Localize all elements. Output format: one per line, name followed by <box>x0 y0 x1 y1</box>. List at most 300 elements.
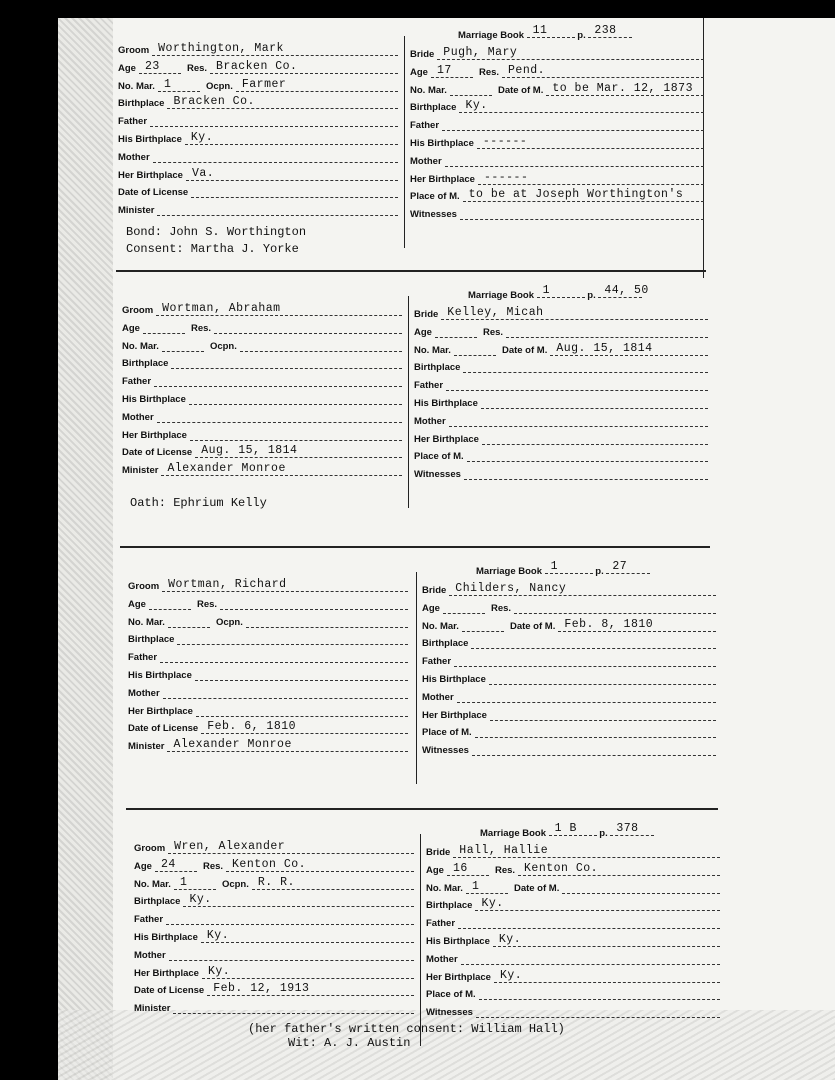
groom-father-field <box>150 115 398 127</box>
groom-nomar-ocpn-field-b <box>246 616 408 628</box>
bride-age-res-value-b: Pend. <box>508 63 546 77</box>
groom-age-res-label-b: Res. <box>190 322 212 334</box>
groom-mother-label: Mother <box>118 151 150 163</box>
bride-his-birthplace-field <box>481 397 708 409</box>
groom-date-of-license-field <box>191 186 398 198</box>
groom-age-res-value-b: Kenton Co. <box>232 857 307 871</box>
groom-birthplace-label: Birthplace <box>134 896 181 908</box>
groom-mother-row <box>122 411 402 423</box>
groom-mother-label: Mother <box>134 949 166 961</box>
bride-nomar-datem-row <box>414 341 708 356</box>
bride-age-res-label-b: Res. <box>490 602 512 614</box>
bride-mother-field <box>449 415 708 427</box>
page-field <box>610 824 654 836</box>
bride-place-of-m-value: to be at Joseph Worthington's <box>468 188 684 202</box>
column-divider <box>408 296 409 508</box>
bride-place-of-m-row <box>410 190 704 202</box>
bride-mother-row <box>414 415 708 427</box>
bride-age-res-field-b <box>506 326 708 338</box>
bride-his-birthplace-row <box>422 673 716 685</box>
groom-his-birthplace-row <box>122 393 402 405</box>
bride-nomar-datem-value-a: 1 <box>471 879 480 893</box>
groom-her-birthplace-row <box>128 705 408 717</box>
marriage-book-label: Marriage Book <box>476 566 545 577</box>
bride-her-birthplace-row <box>422 709 716 721</box>
page-value: 238 <box>594 24 617 37</box>
record-note: Consent: Martha J. Yorke <box>126 242 299 256</box>
groom-age-res-field-b <box>214 322 402 334</box>
groom-her-birthplace-row <box>118 166 398 181</box>
bride-birthplace-field <box>459 101 704 113</box>
bride-nomar-datem-field-b <box>550 341 708 356</box>
groom-mother-row <box>118 151 398 163</box>
groom-birthplace-field <box>183 895 414 907</box>
bride-her-birthplace-field <box>482 433 708 445</box>
groom-his-birthplace-row <box>128 669 408 681</box>
groom-age-res-value-a: 24 <box>160 857 176 871</box>
groom-his-birthplace-field <box>195 669 408 681</box>
bride-his-birthplace-label: His Birthplace <box>410 138 474 149</box>
bride-birthplace-label: Birthplace <box>426 900 473 912</box>
groom-his-birthplace-value: Ky. <box>190 131 214 144</box>
groom-her-birthplace-row <box>134 964 414 979</box>
groom-birthplace-value: Ky. <box>189 893 212 907</box>
bride-name-field <box>437 48 704 60</box>
page-label: p. <box>596 828 611 839</box>
column-divider <box>416 572 417 784</box>
groom-his-birthplace-row <box>134 931 414 943</box>
groom-mother-field <box>163 687 408 699</box>
groom-name-row <box>128 580 408 592</box>
groom-birthplace-row <box>122 357 402 369</box>
record-note: Wit: A. J. Austin <box>288 1036 411 1050</box>
marriage-book-value: 1 <box>550 560 559 573</box>
groom-nomar-ocpn-field-a <box>168 616 210 628</box>
groom-minister-field <box>157 204 398 216</box>
groom-age-res-label-a: Age <box>128 598 146 610</box>
groom-her-birthplace-field <box>190 429 402 441</box>
page-value: 44, 50 <box>604 284 649 297</box>
bride-mother-label: Mother <box>410 155 442 167</box>
groom-date-of-license-field <box>207 984 414 996</box>
bride-age-res-label-a: Age <box>426 864 444 876</box>
groom-age-res-label-a: Age <box>134 860 152 872</box>
groom-nomar-ocpn-label-a: No. Mar. <box>122 340 159 352</box>
groom-age-res-label-b: Res. <box>196 598 218 610</box>
groom-name-field <box>156 304 402 316</box>
groom-minister-label: Minister <box>122 465 159 477</box>
groom-nomar-ocpn-row <box>128 616 408 628</box>
groom-minister-label: Minister <box>128 741 165 753</box>
groom-mother-field <box>169 949 414 961</box>
record-note: Bond: John S. Worthington <box>126 225 307 239</box>
page-label: p. <box>584 290 599 301</box>
groom-age-res-field-a <box>155 857 197 872</box>
bride-age-res-value-a: 16 <box>452 861 468 875</box>
groom-minister-row <box>118 204 398 216</box>
groom-age-res-row <box>122 322 402 334</box>
marriage-book-label: Marriage Book <box>458 30 527 41</box>
bride-witnesses-field <box>460 208 704 220</box>
bride-witnesses-label: Witnesses <box>414 469 461 481</box>
bride-name-field <box>441 308 708 320</box>
bride-her-birthplace-label: Her Birthplace <box>426 971 491 983</box>
bride-nomar-datem-label-b: Date of M. <box>509 620 556 632</box>
groom-his-birthplace-label: His Birthplace <box>134 932 198 943</box>
bride-age-res-label-b: Res. <box>482 326 504 338</box>
groom-date-of-license-label: Date of License <box>118 187 189 199</box>
groom-nomar-ocpn-row <box>122 340 402 352</box>
bride-father-label: Father <box>410 120 440 132</box>
bride-father-row <box>426 917 720 929</box>
groom-nomar-ocpn-field-a <box>158 77 200 92</box>
bride-father-row <box>422 655 716 667</box>
groom-age-res-field-b <box>226 857 414 872</box>
groom-minister-value: Alexander Monroe <box>167 462 286 476</box>
groom-his-birthplace-label: His Birthplace <box>118 134 182 145</box>
bride-name-value: Hall, Hallie <box>459 844 549 857</box>
bride-her-birthplace-field <box>490 709 716 721</box>
bride-birthplace-row <box>410 101 704 113</box>
groom-nomar-ocpn-label-a: No. Mar. <box>118 80 155 92</box>
groom-father-row <box>128 651 408 663</box>
groom-name-value: Wortman, Richard <box>168 578 287 591</box>
bride-age-res-field-b <box>514 602 716 614</box>
groom-birthplace-label: Birthplace <box>118 98 165 110</box>
groom-his-birthplace-row <box>118 133 398 145</box>
bride-nomar-datem-row <box>422 617 716 632</box>
groom-her-birthplace-field <box>186 166 398 181</box>
bride-nomar-datem-row <box>410 81 704 96</box>
groom-minister-field <box>161 464 402 476</box>
groom-nomar-ocpn-field-a <box>162 340 204 352</box>
bride-nomar-datem-row <box>426 879 720 894</box>
bride-nomar-datem-field-b <box>562 882 720 894</box>
groom-birthplace-label: Birthplace <box>122 358 169 370</box>
groom-nomar-ocpn-value-b: R. R. <box>257 875 295 889</box>
bride-place-of-m-field <box>479 988 720 1000</box>
bride-age-res-field-a <box>435 326 477 338</box>
bride-witnesses-row <box>426 1006 720 1018</box>
bride-age-res-field-a <box>443 602 485 614</box>
marriage-book-field <box>545 562 593 574</box>
groom-father-field <box>154 375 402 387</box>
groom-mother-row <box>128 687 408 699</box>
bride-age-res-label-a: Age <box>422 602 440 614</box>
bride-place-of-m-field <box>475 726 716 738</box>
groom-nomar-ocpn-label-a: No. Mar. <box>128 616 165 628</box>
bride-place-of-m-row <box>426 988 720 1000</box>
bride-nomar-datem-field-b <box>558 617 716 632</box>
groom-nomar-ocpn-label-b: Ocpn. <box>221 878 249 890</box>
bride-nomar-datem-field-a <box>462 620 504 632</box>
groom-date-of-license-row <box>118 186 398 198</box>
groom-name-field <box>168 842 414 854</box>
groom-her-birthplace-label: Her Birthplace <box>122 429 187 441</box>
groom-name-value: Wortman, Abraham <box>162 302 281 315</box>
bride-father-field <box>442 119 704 131</box>
groom-her-birthplace-field <box>196 705 408 717</box>
bride-her-birthplace-value: Ky. <box>499 968 523 982</box>
groom-father-label: Father <box>128 652 158 664</box>
groom-her-birthplace-value: Ky. <box>207 964 231 978</box>
record-separator <box>116 270 706 272</box>
groom-age-res-field-a <box>139 59 181 74</box>
groom-mother-field <box>153 151 398 163</box>
groom-her-birthplace-field <box>202 964 414 979</box>
bride-name-label: Bride <box>422 585 447 596</box>
groom-her-birthplace-value: Va. <box>191 166 215 180</box>
groom-minister-row <box>134 1002 414 1014</box>
groom-name-row <box>122 304 402 316</box>
bride-name-label: Bride <box>426 847 451 858</box>
groom-nomar-ocpn-value-a: 1 <box>179 875 188 889</box>
groom-nomar-ocpn-label-a: No. Mar. <box>134 878 171 890</box>
bride-age-res-field-b <box>518 861 720 876</box>
groom-name-row <box>118 44 398 56</box>
bride-nomar-datem-value-b: Feb. 8, 1810 <box>564 617 654 631</box>
bride-place-of-m-label: Place of M. <box>414 451 464 463</box>
groom-age-res-row <box>118 59 398 74</box>
bride-nomar-datem-field-a <box>466 879 508 894</box>
bride-her-birthplace-value: ------ <box>483 170 529 184</box>
bride-her-birthplace-label: Her Birthplace <box>414 433 479 445</box>
groom-age-res-value-b: Bracken Co. <box>216 59 298 73</box>
groom-date-of-license-row <box>122 446 402 458</box>
groom-minister-row <box>128 740 408 752</box>
bride-name-value: Kelley, Micah <box>447 306 544 319</box>
marriage-book-label: Marriage Book <box>480 828 549 839</box>
bride-birthplace-row <box>426 899 720 911</box>
bride-age-res-row <box>410 63 704 78</box>
bride-witnesses-row <box>414 468 708 480</box>
groom-name-field <box>162 580 408 592</box>
bride-age-res-label-a: Age <box>414 326 432 338</box>
bride-nomar-datem-label-a: No. Mar. <box>422 620 459 632</box>
bride-father-label: Father <box>414 380 444 392</box>
groom-mother-field <box>157 411 402 423</box>
bride-age-res-field-b <box>502 63 704 78</box>
bride-age-res-label-a: Age <box>410 66 428 78</box>
bride-birthplace-label: Birthplace <box>410 102 457 114</box>
groom-date-of-license-field <box>195 446 402 458</box>
groom-mother-label: Mother <box>122 411 154 423</box>
bride-nomar-datem-field-b <box>546 81 704 96</box>
bride-his-birthplace-field <box>477 137 704 149</box>
bride-mother-row <box>426 953 720 965</box>
bride-nomar-datem-value-b: to be Mar. 12, 1873 <box>552 81 693 95</box>
bride-name-field <box>449 584 716 596</box>
scan-texture-bottom <box>58 1010 835 1080</box>
bride-age-res-label-b: Res. <box>494 864 516 876</box>
bride-name-value: Childers, Nancy <box>455 582 567 595</box>
bride-nomar-datem-field-a <box>454 344 496 356</box>
bride-nomar-datem-value-b: Aug. 15, 1814 <box>556 341 653 355</box>
marriage-book-header <box>468 284 649 301</box>
bride-father-field <box>458 917 720 929</box>
bride-name-field <box>453 846 720 858</box>
bride-age-res-field-a <box>447 861 489 876</box>
groom-nomar-ocpn-value-b: Farmer <box>241 77 287 91</box>
groom-birthplace-label: Birthplace <box>128 634 175 646</box>
bride-her-birthplace-label: Her Birthplace <box>410 173 475 185</box>
bride-place-of-m-label: Place of M. <box>422 727 472 739</box>
groom-name-row <box>134 842 414 854</box>
groom-date-of-license-label: Date of License <box>122 447 193 459</box>
marriage-book-label: Marriage Book <box>468 290 537 301</box>
bride-place-of-m-row <box>422 726 716 738</box>
groom-age-res-label-a: Age <box>122 322 140 334</box>
bride-age-res-label-b: Res. <box>478 66 500 78</box>
bride-birthplace-value: Ky. <box>481 897 504 911</box>
bride-father-label: Father <box>426 918 456 930</box>
scan-texture-left <box>58 18 113 1080</box>
groom-father-label: Father <box>134 914 164 926</box>
groom-birthplace-row <box>134 895 414 907</box>
groom-father-label: Father <box>118 116 148 128</box>
bride-nomar-datem-label-a: No. Mar. <box>410 84 447 96</box>
bride-birthplace-field <box>471 637 716 649</box>
bride-name-value: Pugh, Mary <box>443 46 518 59</box>
groom-nomar-ocpn-row <box>118 77 398 92</box>
groom-minister-field <box>167 740 408 752</box>
groom-date-of-license-row <box>128 722 408 734</box>
marriage-book-header <box>476 562 650 577</box>
groom-birthplace-value: Bracken Co. <box>173 95 255 109</box>
groom-nomar-ocpn-field-b <box>236 77 398 92</box>
groom-date-of-license-label: Date of License <box>134 985 205 997</box>
bride-her-birthplace-row <box>426 968 720 983</box>
groom-age-res-label-b: Res. <box>186 62 208 74</box>
bride-her-birthplace-row <box>410 170 704 185</box>
groom-nomar-ocpn-field-a <box>174 875 216 890</box>
bride-nomar-datem-label-a: No. Mar. <box>414 344 451 356</box>
bride-father-row <box>414 379 708 391</box>
groom-minister-label: Minister <box>118 205 155 217</box>
groom-birthplace-row <box>118 97 398 109</box>
bride-age-res-value-b: Kenton Co. <box>524 861 599 875</box>
page-field <box>598 284 649 298</box>
groom-name-label: Groom <box>128 581 160 592</box>
record-separator <box>126 808 718 810</box>
groom-name-label: Groom <box>134 843 166 854</box>
column-divider <box>420 834 421 1046</box>
bride-birthplace-field <box>463 361 708 373</box>
bride-name-row <box>414 308 708 320</box>
bride-mother-row <box>422 691 716 703</box>
bride-name-row <box>422 584 716 596</box>
record-note: (her father's written consent: William Hall) <box>248 1022 565 1036</box>
groom-age-res-label-b: Res. <box>202 860 224 872</box>
groom-age-res-row <box>134 857 414 872</box>
bride-her-birthplace-label: Her Birthplace <box>422 709 487 721</box>
groom-birthplace-field <box>171 357 402 369</box>
groom-his-birthplace-field <box>189 393 402 405</box>
bride-birthplace-row <box>422 637 716 649</box>
bride-mother-label: Mother <box>422 691 454 703</box>
marriage-book-value: 11 <box>532 24 548 37</box>
bride-witnesses-field <box>476 1006 720 1018</box>
groom-name-label: Groom <box>122 305 154 316</box>
marriage-book-field <box>549 824 597 836</box>
bride-mother-label: Mother <box>414 415 446 427</box>
bride-witnesses-row <box>410 208 704 220</box>
groom-age-res-field-a <box>149 598 191 610</box>
groom-his-birthplace-value: Ky. <box>206 929 230 942</box>
bride-place-of-m-label: Place of M. <box>426 989 476 1001</box>
bride-nomar-datem-label-a: No. Mar. <box>426 882 463 894</box>
groom-nomar-ocpn-field-b <box>252 875 414 890</box>
groom-minister-field <box>173 1002 414 1014</box>
bride-his-birthplace-label: His Birthplace <box>414 398 478 409</box>
bride-father-field <box>454 655 716 667</box>
groom-nomar-ocpn-label-b: Ocpn. <box>215 616 243 628</box>
groom-his-birthplace-label: His Birthplace <box>128 670 192 681</box>
page-label: p. <box>592 566 607 577</box>
groom-his-birthplace-label: His Birthplace <box>122 394 186 405</box>
groom-her-birthplace-label: Her Birthplace <box>128 705 193 717</box>
bride-witnesses-field <box>472 744 716 756</box>
marriage-book-header <box>458 26 632 41</box>
bride-place-of-m-label: Place of M. <box>410 191 460 203</box>
groom-name-value: Worthington, Mark <box>158 42 284 55</box>
bride-his-birthplace-row <box>410 137 704 149</box>
bride-mother-field <box>457 691 716 703</box>
groom-birthplace-field <box>177 633 408 645</box>
bride-age-res-field-a <box>431 63 473 78</box>
groom-minister-row <box>122 464 402 476</box>
marriage-book-value: 1 <box>542 284 551 297</box>
groom-minister-value: Alexander Monroe <box>173 738 292 752</box>
bride-name-row <box>410 48 704 60</box>
groom-minister-label: Minister <box>134 1003 171 1015</box>
groom-her-birthplace-label: Her Birthplace <box>118 169 183 181</box>
groom-age-res-label-a: Age <box>118 62 136 74</box>
bride-witnesses-field <box>464 468 708 480</box>
bride-place-of-m-field <box>467 450 708 462</box>
bride-witnesses-row <box>422 744 716 756</box>
bride-mother-field <box>445 155 704 167</box>
groom-his-birthplace-field <box>185 133 398 145</box>
groom-father-field <box>166 913 414 925</box>
bride-his-birthplace-value: ------ <box>482 135 528 148</box>
groom-father-label: Father <box>122 376 152 388</box>
bride-birthplace-label: Birthplace <box>414 362 461 374</box>
groom-date-of-license-value: Aug. 15, 1814 <box>201 444 298 458</box>
bride-his-birthplace-row <box>426 935 720 947</box>
bride-father-row <box>410 119 704 131</box>
groom-name-label: Groom <box>118 45 150 56</box>
bride-birthplace-row <box>414 361 708 373</box>
bride-name-label: Bride <box>414 309 439 320</box>
groom-name-field <box>152 44 398 56</box>
groom-nomar-ocpn-field-b <box>240 340 402 352</box>
bride-his-birthplace-value: Ky. <box>498 933 522 946</box>
page-value: 27 <box>612 560 628 573</box>
bride-witnesses-label: Witnesses <box>410 209 457 221</box>
bride-birthplace-value: Ky. <box>465 99 488 113</box>
marriage-book-field <box>527 26 575 38</box>
bride-name-row <box>426 846 720 858</box>
groom-age-res-row <box>128 598 408 610</box>
bride-his-birthplace-label: His Birthplace <box>426 936 490 947</box>
groom-birthplace-row <box>128 633 408 645</box>
bride-nomar-datem-label-b: Date of M. <box>497 84 544 96</box>
bride-name-label: Bride <box>410 49 435 60</box>
bride-her-birthplace-row <box>414 433 708 445</box>
bride-nomar-datem-label-b: Date of M. <box>501 344 548 356</box>
bride-place-of-m-field <box>463 190 704 202</box>
